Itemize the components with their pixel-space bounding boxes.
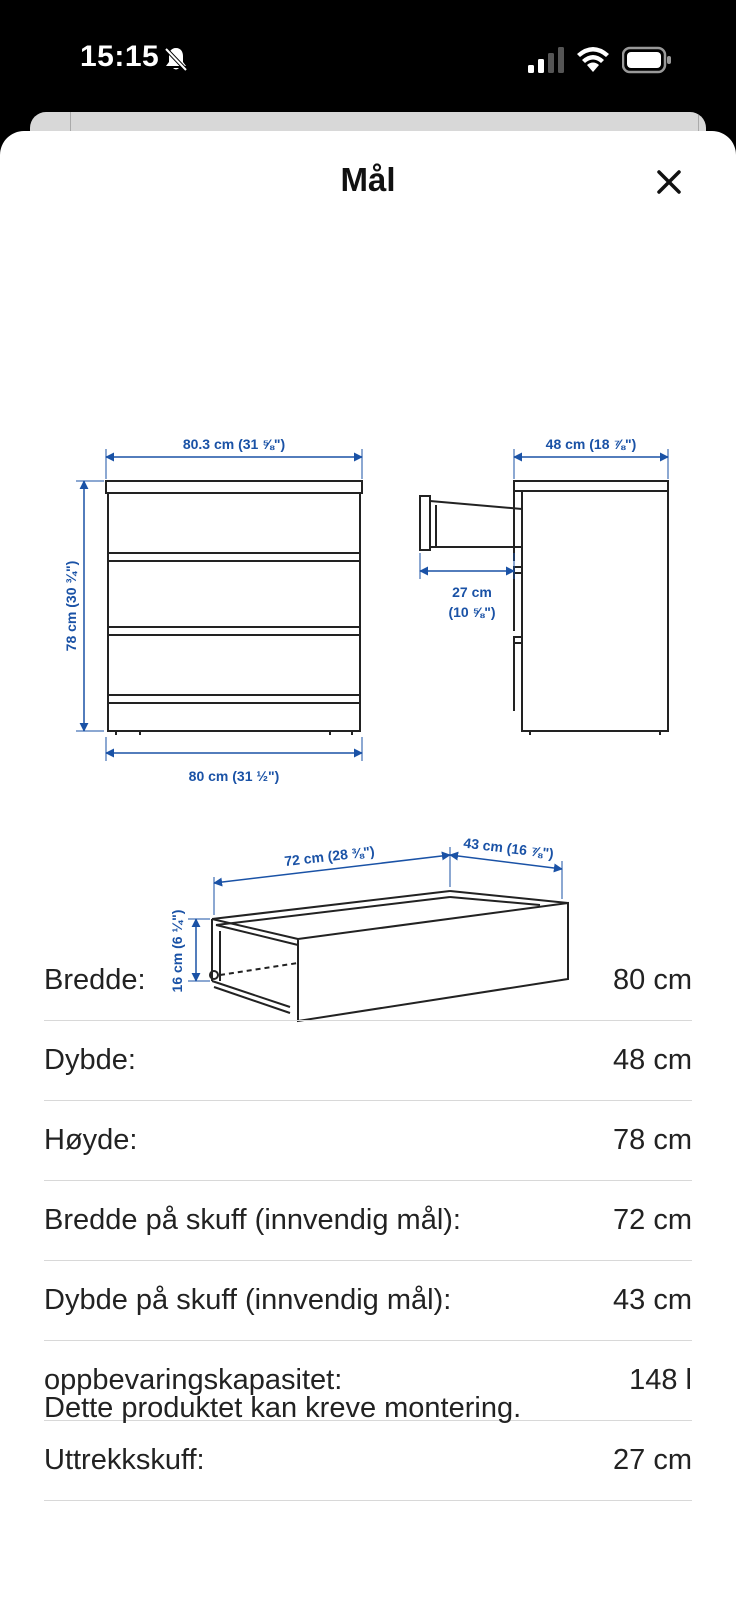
spec-row-drawer-depth	[44, 1261, 692, 1341]
close-icon[interactable]	[650, 163, 688, 201]
bell-muted-icon	[162, 45, 190, 73]
front-width-dimension	[106, 436, 362, 479]
pull-out-label-2: (10 ⅝")	[448, 604, 496, 620]
spec-label: oppbevaringskapasitet:	[44, 1364, 343, 1396]
spec-label: Bredde på skuff (innvendig mål):	[44, 1204, 461, 1236]
drawer-width-label: 72 cm (28 ⅜")	[283, 842, 376, 870]
pull-out-label-1: 27 cm	[452, 584, 492, 600]
spec-value: 148 l	[629, 1364, 692, 1396]
spec-value: 27 cm	[613, 1444, 692, 1476]
spec-value: 43 cm	[613, 1284, 692, 1316]
drawer-depth-dimension	[450, 835, 562, 899]
spec-label: Dybde:	[44, 1044, 136, 1076]
side-depth-label: 48 cm (18 ⅞")	[545, 436, 637, 452]
spec-label: Uttrekkskuff:	[44, 1444, 205, 1476]
spec-label: Dybde på skuff (innvendig mål):	[44, 1284, 452, 1316]
drawer-height-label: 16 cm (6 ¼")	[169, 909, 185, 993]
drawer-depth-label: 43 cm (16 ⅞")	[462, 834, 555, 862]
spec-row-width	[44, 941, 692, 1021]
spec-row-drawer-width	[44, 1181, 692, 1261]
assembly-note: Dette produktet kan kreve montering.	[44, 1392, 522, 1424]
status-time: 15:15	[80, 40, 160, 73]
spec-row-depth	[44, 1021, 692, 1101]
sheet-title: Mål	[340, 161, 396, 198]
battery-icon	[622, 46, 672, 74]
spec-row-height	[44, 1101, 692, 1181]
wifi-icon	[575, 44, 611, 74]
cellular-signal-icon	[528, 47, 564, 73]
front-view	[106, 481, 362, 735]
spec-label: Bredde:	[44, 964, 146, 996]
spec-value: 80 cm	[613, 964, 692, 996]
spec-value: 78 cm	[613, 1124, 692, 1156]
dimensions-sheet	[0, 131, 736, 1600]
front-height-dimension	[63, 481, 104, 731]
side-depth-dimension	[514, 436, 668, 479]
spec-label: Høyde:	[44, 1124, 138, 1156]
spec-value: 48 cm	[613, 1044, 692, 1076]
pull-out-dimension	[420, 553, 514, 620]
base-width-dimension	[106, 737, 362, 784]
status-bar	[0, 0, 736, 112]
front-height-label: 78 cm (30 ¾")	[63, 560, 79, 652]
spec-row-pull-out	[44, 1421, 692, 1501]
spec-value: 72 cm	[613, 1204, 692, 1236]
dimensions-diagram	[0, 291, 736, 1051]
base-width-label: 80 cm (31 ½")	[188, 768, 280, 784]
front-width-label: 80.3 cm (31 ⅝")	[182, 436, 286, 452]
